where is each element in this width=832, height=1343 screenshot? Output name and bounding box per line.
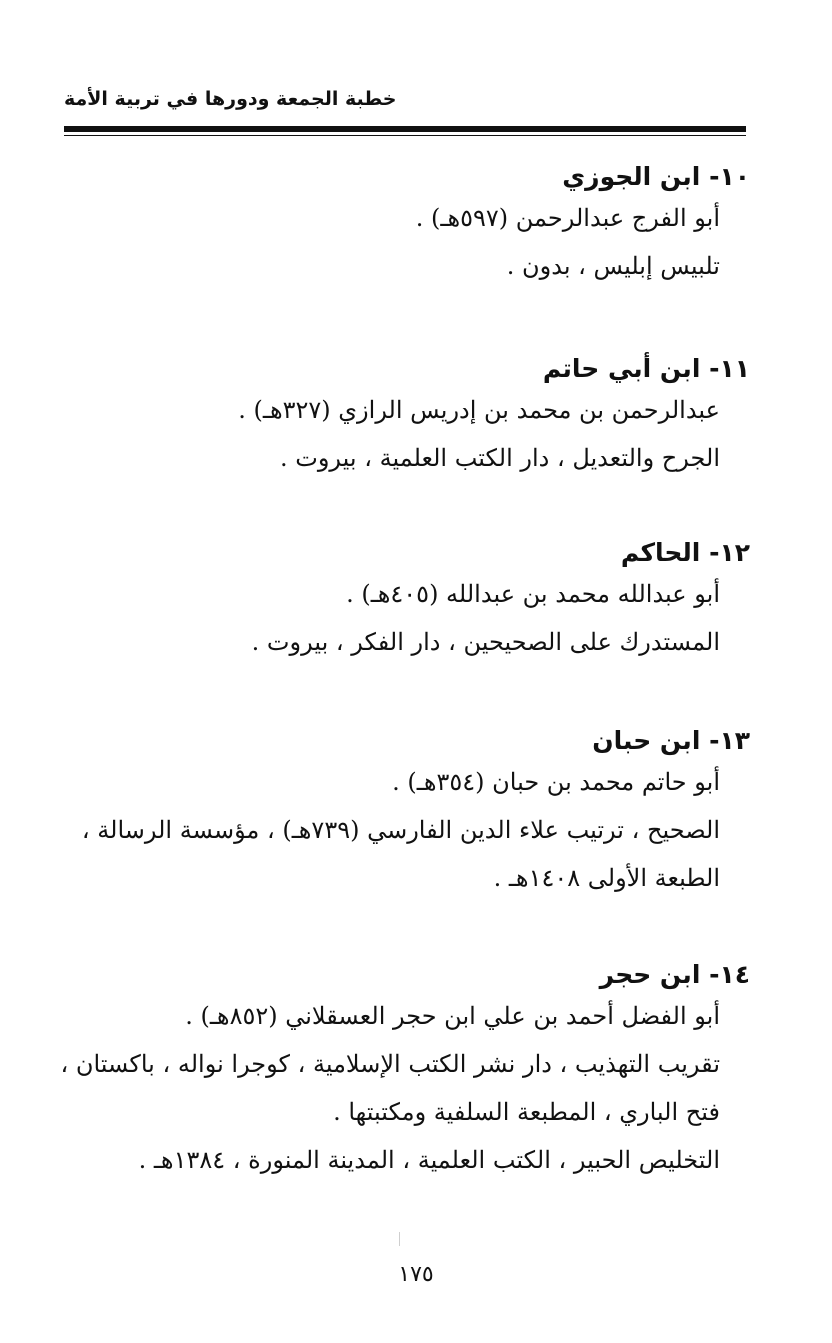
entry-line: المستدرك على الصحيحين ، دار الفكر ، بيروت . bbox=[251, 628, 720, 656]
entry-heading: ١١- ابن أبي حاتم bbox=[542, 354, 750, 383]
entry-line: أبو الفرج عبدالرحمن (٥٩٧هـ) . bbox=[415, 204, 720, 232]
entry-line: فتح الباري ، المطبعة السلفية ومكتبتها . bbox=[333, 1098, 720, 1126]
entry-line: عبدالرحمن بن محمد بن إدريس الرازي (٣٢٧هـ) . bbox=[238, 396, 720, 424]
entry-line: أبو الفضل أحمد بن علي ابن حجر العسقلاني (٨٥٢هـ) . bbox=[185, 1002, 720, 1030]
entry-line: الجرح والتعديل ، دار الكتب العلمية ، بيروت . bbox=[279, 444, 720, 472]
bibliography-entry bbox=[60, 536, 748, 666]
header-rule-thick bbox=[64, 126, 746, 132]
entry-line: الطبعة الأولى ١٤٠٨هـ . bbox=[493, 864, 720, 892]
entry-line: التخليص الحبير ، الكتب العلمية ، المدينة المنورة ، ١٣٨٤هـ . bbox=[138, 1146, 720, 1174]
running-header: خطبة الجمعة ودورها في تربية الأمة bbox=[64, 88, 397, 110]
bibliography-entry bbox=[60, 724, 748, 902]
entry-line: تقريب التهذيب ، دار نشر الكتب الإسلامية ، كوجرا نواله ، باكستان ، bbox=[60, 1050, 720, 1078]
entry-heading: ١٤- ابن حجر bbox=[599, 960, 750, 989]
header-rule-thin bbox=[64, 135, 746, 136]
bibliography-entry bbox=[60, 958, 748, 1184]
entry-line: تلبيس إبليس ، بدون . bbox=[506, 252, 720, 280]
bibliography-entry bbox=[60, 160, 748, 290]
entry-line: أبو عبدالله محمد بن عبدالله (٤٠٥هـ) . bbox=[346, 580, 720, 608]
bibliography-entry bbox=[60, 352, 748, 482]
entry-heading: ١٢- الحاكم bbox=[620, 538, 750, 567]
entry-line: أبو حاتم محمد بن حبان (٣٥٤هـ) . bbox=[392, 768, 720, 796]
entry-line: الصحيح ، ترتيب علاء الدين الفارسي (٧٣٩هـ) ، مؤسسة الرسالة ، bbox=[81, 816, 720, 844]
page-number: ١٧٥ bbox=[398, 1262, 434, 1287]
entry-heading: ١٠- ابن الجوزي bbox=[562, 162, 750, 191]
fold-mark bbox=[399, 1232, 400, 1246]
entry-heading: ١٣- ابن حبان bbox=[592, 726, 750, 755]
